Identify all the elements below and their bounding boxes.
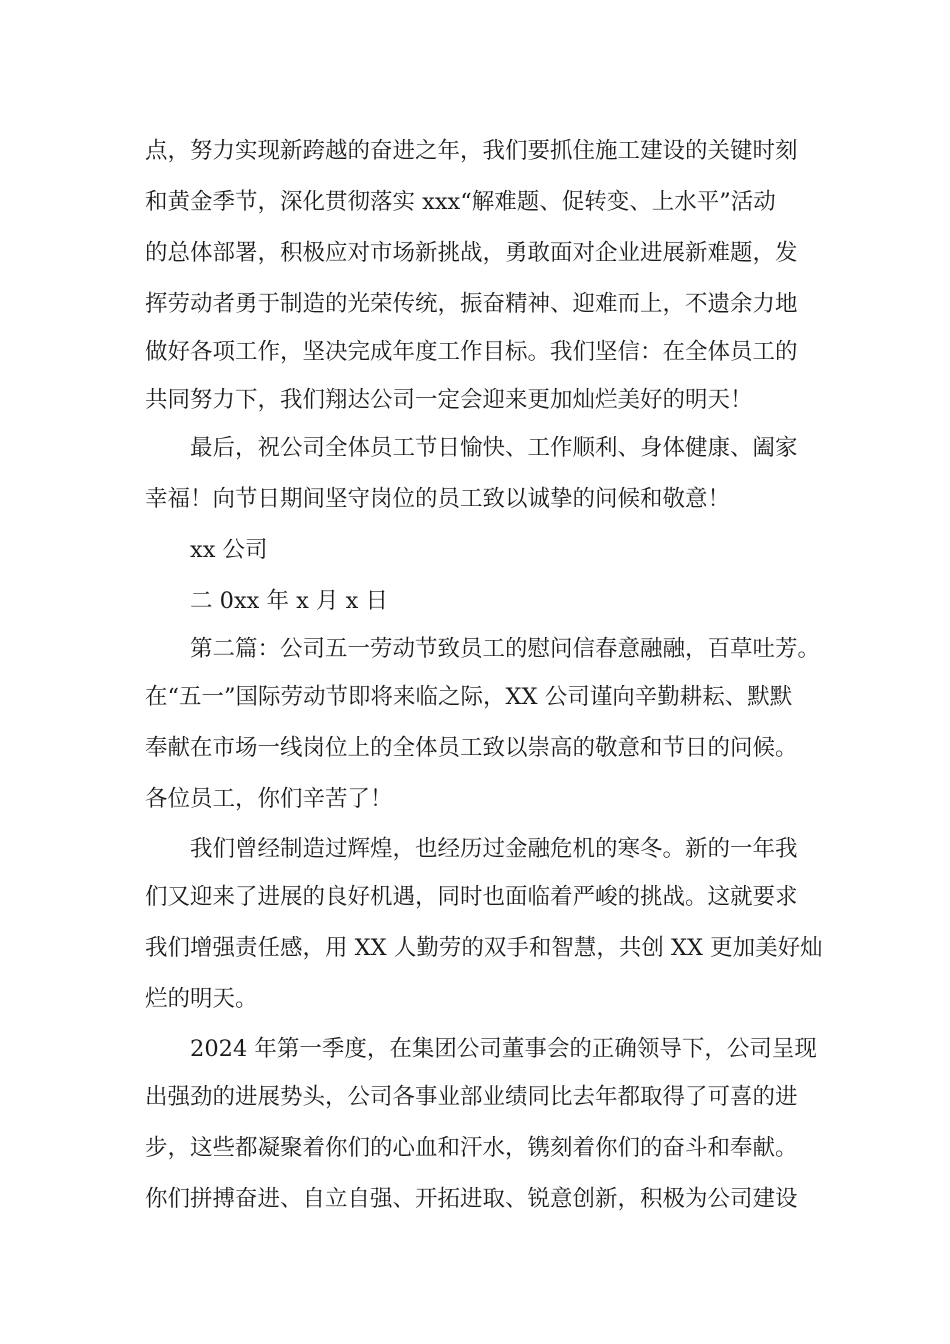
text-line: 烂的明天。 — [145, 986, 258, 1012]
signature-company: xx 公司 — [190, 537, 268, 563]
paragraph-start-line: 2024 年第一季度，在集团公司董事会的正确领导下，公司呈现 — [190, 1036, 817, 1062]
text-line: 各位员工，你们辛苦了！ — [145, 786, 393, 812]
paragraph-start-line: 我们曾经制造过辉煌，也经历过金融危机的寒冬。新的一年我 — [190, 836, 798, 862]
text-line: 的总体部署，积极应对市场新挑战，勇敢面对企业进展新难题，发 — [145, 240, 798, 266]
text-line: 幸福！向节日期间坚守岗位的员工致以诚挚的问候和敬意！ — [145, 486, 731, 512]
text-line: 和黄金季节，深化贯彻落实 xxx“解难题、促转变、上水平”活动 — [145, 189, 776, 215]
text-line: 在“五一”国际劳动节即将来临之际，XX 公司谨向辛勤耕耘、默默 — [145, 684, 793, 710]
text-line: 点，努力实现新跨越的奋进之年，我们要抓住施工建设的关键时刻 — [145, 138, 798, 164]
section-heading-line: 第二篇：公司五一劳动节致员工的慰问信春意融融，百草吐芳。 — [190, 636, 821, 662]
text-line: 步，这些都凝聚着你们的心血和汗水，镌刻着你们的奋斗和奉献。 — [145, 1135, 798, 1161]
paragraph-start-line: 最后，祝公司全体员工节日愉快、工作顺利、身体健康、阖家 — [190, 435, 798, 461]
text-line: 你们拼搏奋进、自立自强、开拓进取、锐意创新，积极为公司建设 — [145, 1186, 798, 1212]
text-line: 我们增强责任感，用 XX 人勤劳的双手和智慧，共创 XX 更加美好灿 — [145, 935, 823, 961]
text-line: 做好各项工作，坚决完成年度工作目标。我们坚信：在全体员工的 — [145, 339, 798, 365]
text-line: 出强劲的进展势头，公司各事业部业绩同比去年都取得了可喜的进 — [145, 1084, 798, 1110]
text-line: 们又迎来了进展的良好机遇，同时也面临着严峻的挑战。这就要求 — [145, 884, 798, 910]
text-line: 挥劳动者勇于制造的光荣传统，振奋精神、迎难而上，不遗余力地 — [145, 291, 798, 317]
text-line: 奉献在市场一线岗位上的全体员工致以崇高的敬意和节日的问候。 — [145, 735, 798, 761]
signature-date: 二 0xx 年 x 月 x 日 — [190, 588, 388, 614]
text-line: 共同努力下，我们翔达公司一定会迎来更加灿烂美好的明天！ — [145, 387, 753, 413]
